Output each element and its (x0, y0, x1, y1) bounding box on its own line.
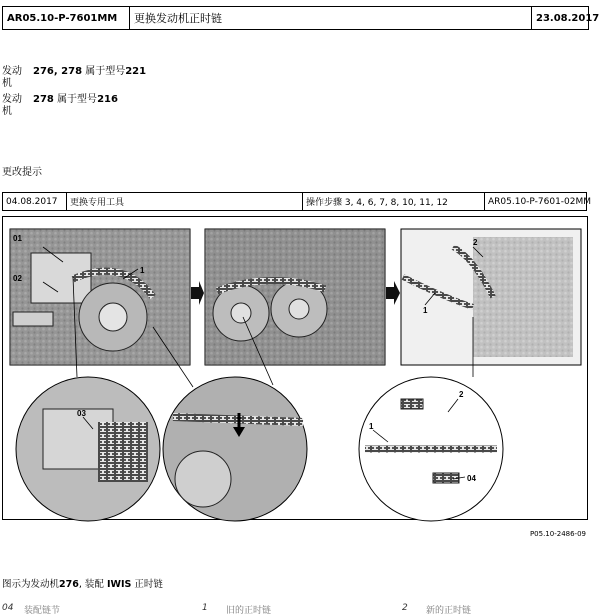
legend-text: 装配链节 (24, 606, 61, 616)
photo-panel-1 (10, 229, 190, 365)
callout-04: 04 (467, 474, 476, 483)
engine-text: 属于型号 (85, 66, 126, 77)
legend-num: 04 (2, 603, 14, 613)
callout-02: 02 (13, 274, 22, 283)
engine-label: 发动机 (2, 94, 22, 117)
legend-row (2, 603, 592, 615)
caption-mid: , 装配 (78, 579, 104, 590)
callout-2: 2 (459, 390, 464, 399)
arrow-right-icon (191, 281, 204, 305)
figure-ref: P05.10-2486-09 (529, 530, 586, 538)
engine-line-1 (2, 66, 146, 90)
callout-1: 1 (423, 306, 428, 315)
doc-date: 23.08.2017 (532, 7, 589, 30)
arrow-right-icon (386, 281, 400, 305)
engine-type: 216 (97, 94, 118, 105)
legend-num: 1 (202, 603, 208, 613)
legend-num: 2 (402, 603, 408, 613)
detail-circle-1 (16, 377, 160, 521)
engine-line-2 (2, 94, 118, 118)
detail-circle-2 (163, 377, 307, 521)
caption-tech: IWIS (106, 579, 132, 590)
changes-table (2, 192, 592, 211)
detail-circle-3 (359, 377, 503, 521)
engine-label: 发动机 (2, 66, 22, 89)
doc-code: AR05.10-P-7601MM (3, 7, 130, 30)
engine-text: 属于型号 (57, 94, 98, 105)
engine-type: 221 (125, 66, 147, 77)
changes-heading: 更改提示 (2, 167, 42, 178)
change-date: 04.08.2017 (3, 193, 67, 211)
header-table (2, 6, 600, 30)
callout-1: 1 (369, 422, 374, 431)
change-ref-link[interactable]: AR05.10-P-7601-02MM (485, 193, 587, 211)
figure-caption (2, 576, 163, 590)
caption-prefix: 图示为发动机 (2, 579, 60, 590)
engine-models: 278 (33, 94, 54, 105)
engine-models: 276, 278 (33, 66, 83, 77)
caption-engine: 276 (59, 579, 79, 590)
caption-suffix: 正时链 (134, 579, 163, 590)
doc-title: 更换发动机正时链 (130, 7, 532, 30)
figure-timing-chain (2, 216, 588, 520)
legend-text: 旧的正时链 (226, 606, 272, 616)
callout-2: 2 (473, 238, 478, 247)
change-desc: 更换专用工具 (67, 193, 303, 211)
callout-1: 1 (140, 266, 145, 275)
photo-panel-3 (401, 229, 581, 365)
callout-01: 01 (13, 234, 22, 243)
legend-text: 新的正时链 (426, 606, 472, 616)
change-steps: 操作步骤 3, 4, 6, 7, 8, 10, 11, 12 (303, 193, 485, 211)
photo-panel-2 (205, 229, 385, 365)
callout-03: 03 (77, 409, 86, 418)
